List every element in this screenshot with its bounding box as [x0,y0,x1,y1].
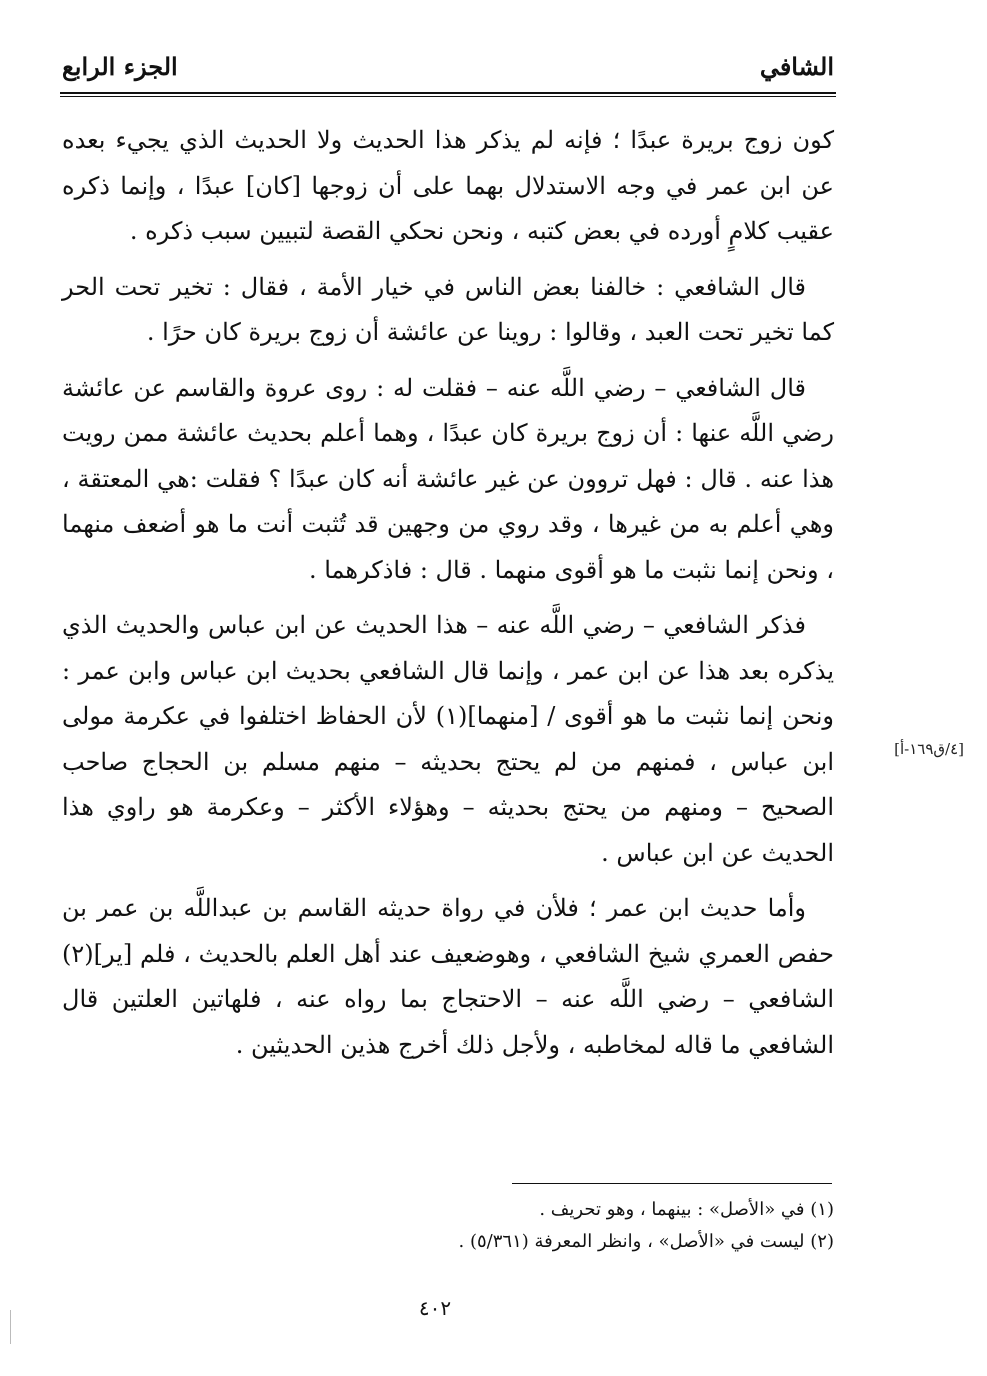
header-rule [60,92,836,94]
paragraph-5: وأما حديث ابن عمر ؛ فلأن في رواة حديثه القاسم بن عبداللَّه بن عمر بن حفص العمري شيخ الشافعي ، وهوضعيف عند أهل العلم بالحديث ، فلم [ير](٢) الشافعي – رضي اللَّه عنه – الاحتجاج بما رواه عنه ، فلهاتين العلتين قال الشافعي ما قاله لمخاطبه ، ولأجل ذلك أخرج هذين الحديثين . [62,894,834,1059]
footnote-rule [512,1183,832,1184]
scan-edge-mark [10,1310,11,1344]
paragraph-3: قال الشافعي – رضي اللَّه عنه – فقلت له : روى عروة والقاسم عن عائشة رضي اللَّه عنها : أن زوج بريرة كان عبدًا ، وهما أعلم بحديث عائشة ممن رويت هذا عنه . قال : فهل تروون عن غير عائشة أنه كان عبدًا ؟ فقلت :هي المعتقة ، وهي أعلم به من غيرها ، وقد روي من وجهين قد تُثبت أنت ما هو أضعف منهما ، ونحن إنما نثبت ما هو أقوى منهما . قال : فاذكرهما . [62,373,834,584]
paragraph-1: كون زوج بريرة عبدًا ؛ فإنه لم يذكر هذا الحديث ولا الحديث الذي يجيء بعده عن ابن عمر في وجه الاستدلال بهما على أن زوجها [كان] عبدًا ، وإنما ذكره عقيب كلامٍ أورده في بعض كتبه ، ونحن نحكي القصة لتبيين سبب ذكره . [62,126,834,245]
book-title: الشافي [759,52,834,81]
footnotes [62,1194,834,1258]
page-number: ٤٠٢ [418,1296,452,1320]
header-rule-thin [60,96,836,97]
footnote-1: (١) في «الأصل» : بينهما ، وهو تحريف . [539,1199,834,1220]
main-text [62,118,834,1078]
footnote-2: (٢) ليست في «الأصل» ، وانظر المعرفة (٥/٣٦١) . [458,1231,834,1252]
paragraph-4: فذكر الشافعي – رضي اللَّه عنه – هذا الحديث عن ابن عباس والحديث الذي يذكره بعد هذا عن ابن عمر ، وإنما قال الشافعي بحديث ابن عباس وابن عمر : ونحن إنما نثبت ما هو أقوى / [منهما](١) لأن الحفاظ اختلفوا في عكرمة مولى ابن عباس ، فمنهم من لم يحتج بحديثه – منهم مسلم بن الحجاج صاحب الصحيح – ومنهم من يحتج بحديثه – وهؤلاء الأكثر – وعكرمة هو راوي هذا الحديث عن ابن عباس . [62,611,834,867]
paragraph-2: قال الشافعي : خالفنا بعض الناس في خيار الأمة ، فقال : تخير تحت الحر كما تخير تحت العبد ، وقالوا : روينا عن عائشة أن زوج بريرة كان حرًا . [62,272,834,346]
manuscript-folio-note: [٤/ق١٦٩-أ] [894,740,964,758]
volume-title: الجزء الرابع [62,52,178,81]
page-header [62,52,834,90]
